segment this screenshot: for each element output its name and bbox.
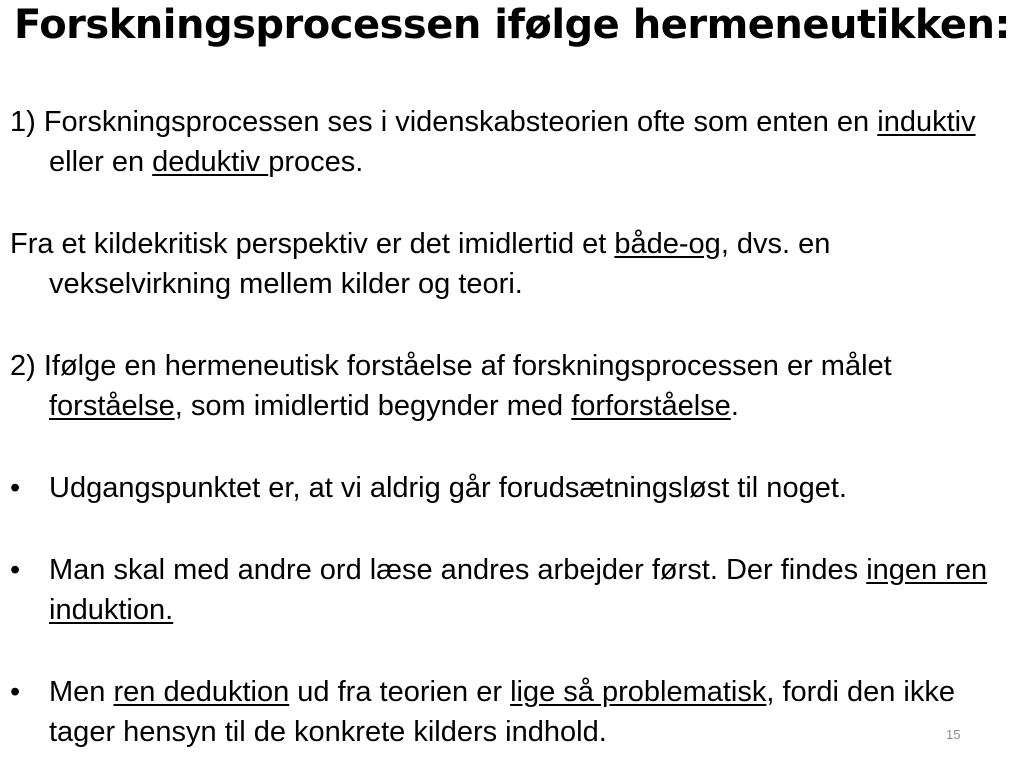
paragraph-1 (10, 102, 1014, 182)
term-induktiv: induktiv (877, 106, 976, 138)
term-ingen-ren-induktion: ingen ren induktion. (49, 554, 988, 626)
paragraph-1-text: 1) Forskningsprocessen ses i videnskabsteorien ofte som enten en (10, 106, 878, 138)
paragraph-3-text: , som imidlertid begynder med (174, 390, 572, 422)
paragraph-1-text: eller en (49, 146, 153, 178)
paragraph-1-text: proces. (268, 146, 364, 178)
bullet-item-2 (10, 550, 1014, 630)
page-number: 15 (946, 727, 961, 742)
bullet-icon: • (10, 676, 21, 708)
paragraph-2-text: Fra et kildekritisk perspektiv er det imidlertid et (10, 228, 615, 260)
term-deduktiv: deduktiv (152, 146, 269, 178)
term-lige-saa-problematisk: lige så problematisk (510, 676, 767, 708)
paragraph-3 (10, 346, 1014, 426)
bullet-1-text: Udgangspunktet er, at vi aldrig går forudsætningsløst til noget. (49, 472, 847, 504)
paragraph-3-text: 2) Ifølge en hermeneutisk forståelse af forskningsprocessen er målet (10, 350, 892, 382)
bullet-3-text: ud fra teorien er (289, 676, 511, 708)
term-forstaaelse: forståelse (49, 390, 175, 422)
bullet-icon: • (10, 554, 21, 586)
bullet-item-3 (10, 672, 1014, 752)
paragraph-2-text: , dvs. en vekselvirkning mellem kilder og teori. (49, 228, 831, 300)
paragraph-2 (10, 224, 1014, 304)
slide-title: Forskningsprocessen ifølge hermeneutikken: (13, 2, 1011, 48)
term-ren-deduktion: ren deduktion (113, 676, 290, 708)
term-forforstaaelse: forforståelse (571, 390, 731, 422)
bullet-3-text: , fordi den ikke tager hensyn til de konkrete kilders indhold. (49, 676, 955, 748)
bullet-3-text: Men (49, 676, 114, 708)
slide-body (10, 102, 1014, 752)
bullet-2-text: Man skal med andre ord læse andres arbejder først. Der findes (49, 554, 867, 586)
bullet-icon: • (10, 472, 21, 504)
paragraph-3-text: . (730, 390, 739, 422)
bullet-item-1 (10, 468, 1014, 508)
term-baade-og: både-og (614, 228, 721, 260)
